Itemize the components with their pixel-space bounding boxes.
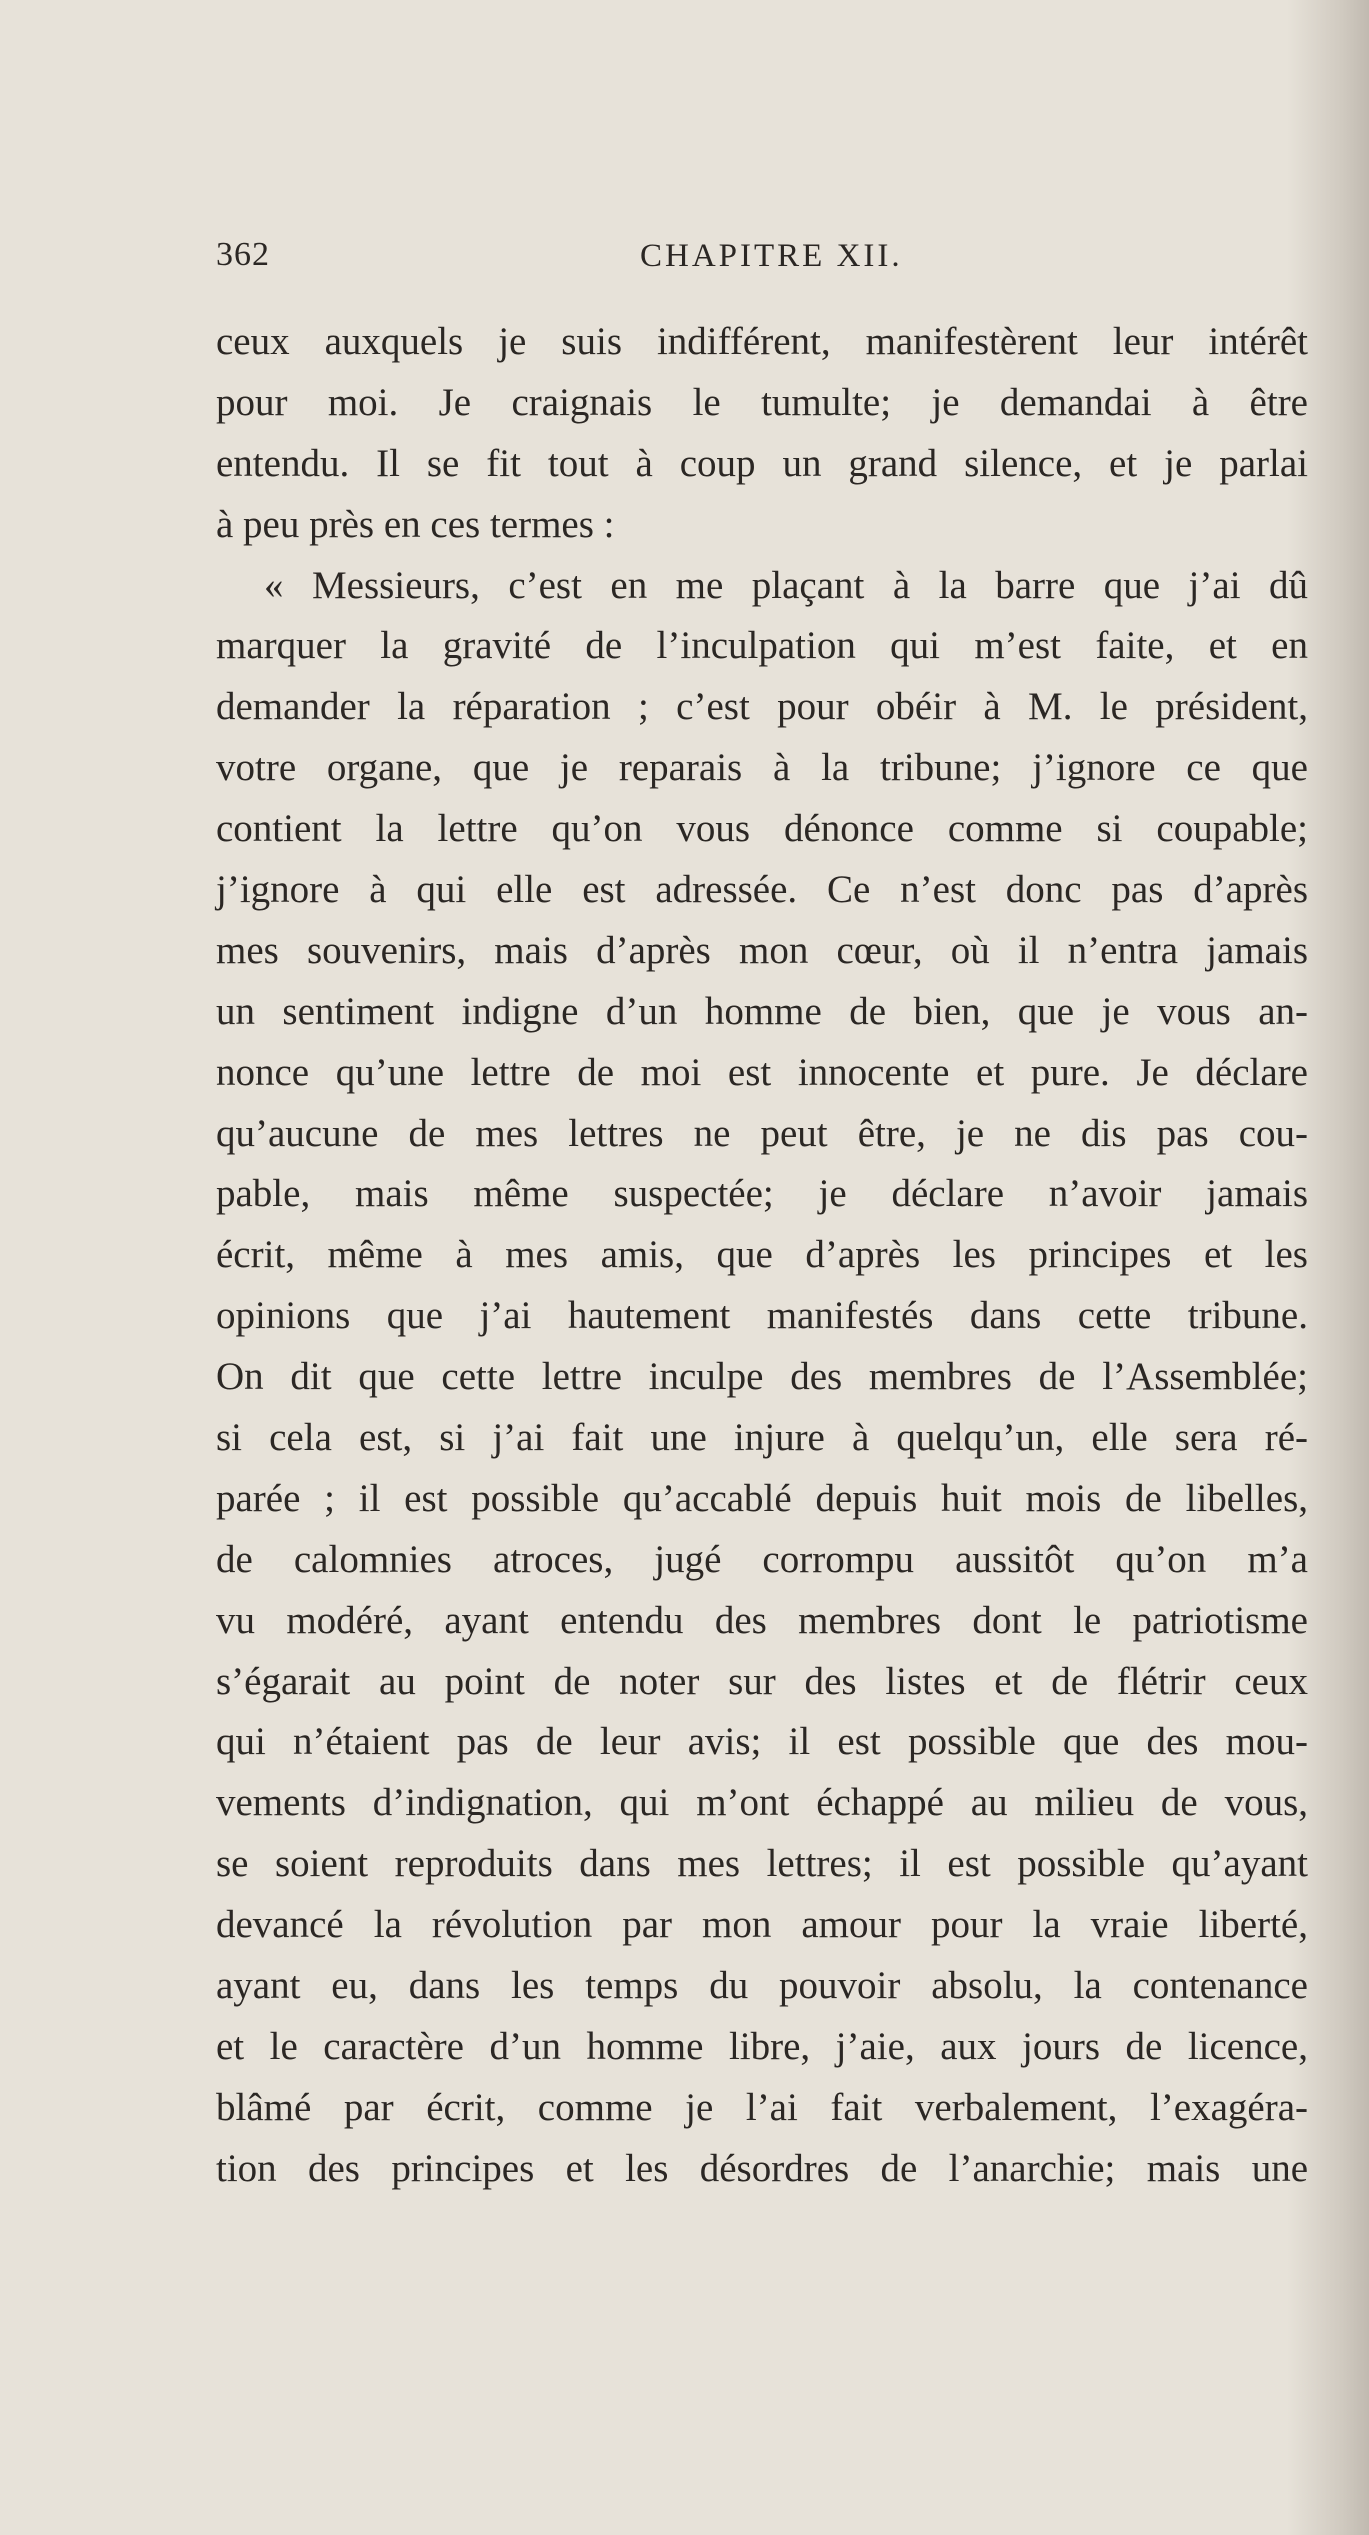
text-line: pour moi. Je craignais le tumulte; je demandai à être	[216, 380, 1308, 424]
text-line: demander la réparation ; c’est pour obéir à M. le président,	[216, 685, 1308, 729]
text-line: contient la lettre qu’on vous dénonce comme si coupable;	[216, 807, 1308, 851]
text-line: entendu. Il se fit tout à coup un grand silence, et je parlai	[216, 441, 1308, 485]
body-text	[216, 312, 1308, 2200]
running-head: CHAPITRE XII.	[640, 238, 903, 274]
page-header	[216, 236, 1296, 286]
text-line: mes souvenirs, mais d’après mon cœur, où il n’entra jamais	[216, 928, 1308, 972]
text-line: nonce qu’une lettre de moi est innocente et pure. Je déclare	[216, 1050, 1308, 1094]
text-line: qu’aucune de mes lettres ne peut être, je ne dis pas cou-	[216, 1111, 1308, 1155]
text-line: pable, mais même suspectée; je déclare n’avoir jamais	[216, 1172, 1308, 1216]
text-line: ceux auxquels je suis indifférent, manifestèrent leur intérêt	[216, 320, 1308, 363]
text-line: j’ignore à qui elle est adressée. Ce n’est donc pas d’après	[216, 868, 1308, 912]
text-line: se soient reproduits dans mes lettres; il est possible qu’ayant	[216, 1842, 1308, 1886]
text-line: votre organe, que je reparais à la tribune; j’ignore ce que	[216, 746, 1308, 790]
text-line: de calomnies atroces, jugé corrompu aussitôt qu’on m’a	[216, 1537, 1308, 1581]
text-line: « Messieurs, c’est en me plaçant à la barre que j’ai dû	[264, 563, 1308, 607]
text-line: un sentiment indigne d’un homme de bien, que je vous an-	[216, 989, 1308, 1033]
text-line: tion des principes et les désordres de l’anarchie; mais une	[216, 2146, 1308, 2190]
text-line: vu modéré, ayant entendu des membres dont le patriotisme	[216, 1598, 1308, 1642]
text-line: marquer la gravité de l’inculpation qui m’est faite, et en	[216, 624, 1308, 668]
text-line: devancé la révolution par mon amour pour la vraie liberté,	[216, 1903, 1308, 1947]
text-line: à peu près en ces termes :	[216, 502, 615, 546]
text-line: si cela est, si j’ai fait une injure à quelqu’un, elle sera ré-	[216, 1416, 1308, 1460]
text-line: ayant eu, dans les temps du pouvoir absolu, la contenance	[216, 1964, 1308, 2008]
text-line: blâmé par écrit, comme je l’ai fait verbalement, l’exagéra-	[216, 2085, 1308, 2129]
text-line: qui n’étaient pas de leur avis; il est possible que des mou-	[216, 1720, 1308, 1764]
text-line: parée ; il est possible qu’accablé depuis huit mois de libelles,	[216, 1476, 1308, 1520]
text-line: On dit que cette lettre inculpe des membres de l’Assemblée;	[216, 1355, 1308, 1399]
text-line: opinions que j’ai hautement manifestés dans cette tribune.	[216, 1294, 1308, 1338]
page-number: 362	[216, 236, 270, 273]
text-line: écrit, même à mes amis, que d’après les principes et les	[216, 1233, 1308, 1277]
text-line: et le caractère d’un homme libre, j’aie, aux jours de licence,	[216, 2024, 1308, 2068]
text-line: vements d’indignation, qui m’ont échappé au milieu de vous,	[216, 1781, 1308, 1825]
text-line: s’égarait au point de noter sur des listes et de flétrir ceux	[216, 1659, 1308, 1703]
